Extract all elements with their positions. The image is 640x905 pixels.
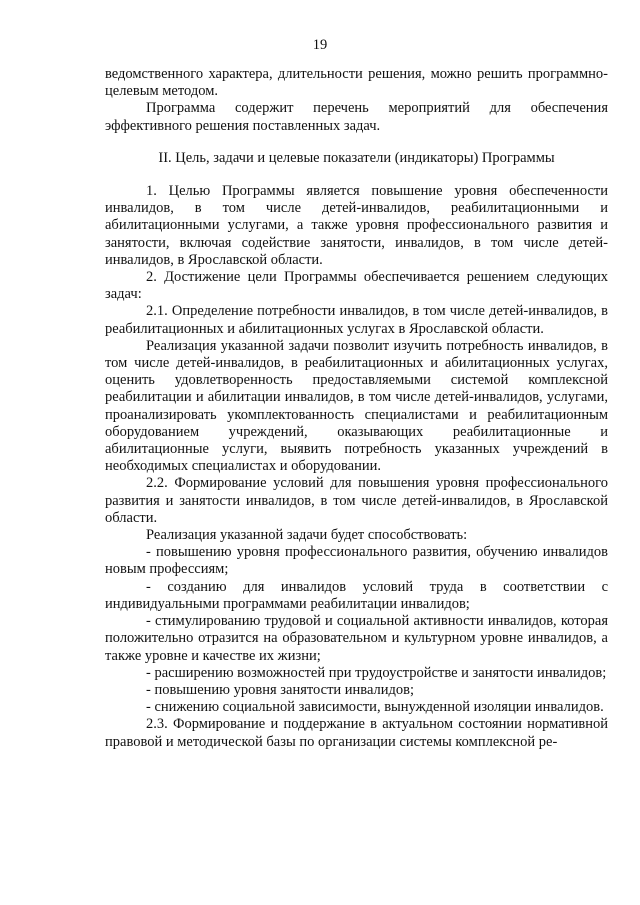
paragraph: 2.1. Определение потребности инвалидов, в том числе детей-инвалидов, в реабилитационных и абилитационных услугах в Ярославской области. [105, 303, 608, 337]
page-number: 19 [312, 37, 328, 53]
list-item: - повышению уровня занятости инвалидов; [146, 681, 415, 698]
paragraph: 2.2. Формирование условий для повышения уровня профессионального развития и занятости инвалидов, в том числе детей-инвалидов, в Ярославской области. [105, 475, 608, 526]
paragraph: 2. Достижение цели Программы обеспечивается решением следующих задач: [105, 269, 608, 303]
paragraph: Реализация указанной задачи будет способствовать: [146, 527, 468, 544]
paragraph: Программа содержит перечень мероприятий для обеспечения эффективного решения поставленных задач. [105, 100, 608, 134]
list-item: - повышению уровня профессионального развития, обучению инвалидов новым профессиям; [105, 544, 608, 578]
list-item: - расширению возможностей при трудоустройстве и занятости инвалидов; [146, 664, 607, 681]
paragraph-continuation: ведомственного характера, длительности решения, можно решить программно-целевым методом. [105, 66, 608, 100]
section-heading: II. Цель, задачи и целевые показатели (индикаторы) Программы [158, 149, 555, 166]
document-body [105, 66, 608, 751]
list-item: - снижению социальной зависимости, вынужденной изоляции инвалидов. [146, 699, 604, 716]
paragraph: Реализация указанной задачи позволит изучить потребность инвалидов, в том числе детей-инвалидов, в реабилитационных и абилитационных услугах, оценить удовлетворенность предоставляемыми системой комплексной реабилитации и абилитации инвалидов, в том числе детей-инвалидов, услугами, проанализировать укомплектованность специалистами и реабилитационным оборудованием учреждений, оказывающих реабилитационные и абилитационные услуги, выявить потребность указанных учреждений в необходимых специалистах и оборудовании. [105, 337, 608, 475]
list-item: - стимулированию трудовой и социальной активности инвалидов, которая положительно отразится на образовательном и культурном уровне инвалидов, а также уровне и качестве их жизни; [105, 613, 608, 664]
paragraph: 1. Целью Программы является повышение уровня обеспеченности инвалидов, в том числе детей-инвалидов, реабилитационными и абилитационными услугами, а также уровня профессионального развития и занятости, включая содействие занятости, инвалидов, в том числе детей-инвалидов, в Ярославской области. [105, 183, 608, 268]
list-item: - созданию для инвалидов условий труда в соответствии с индивидуальными программами реабилитации инвалидов; [105, 578, 608, 612]
paragraph: 2.3. Формирование и поддержание в актуальном состоянии нормативной правовой и методической базы по организации системы комплексной ре- [105, 716, 608, 750]
